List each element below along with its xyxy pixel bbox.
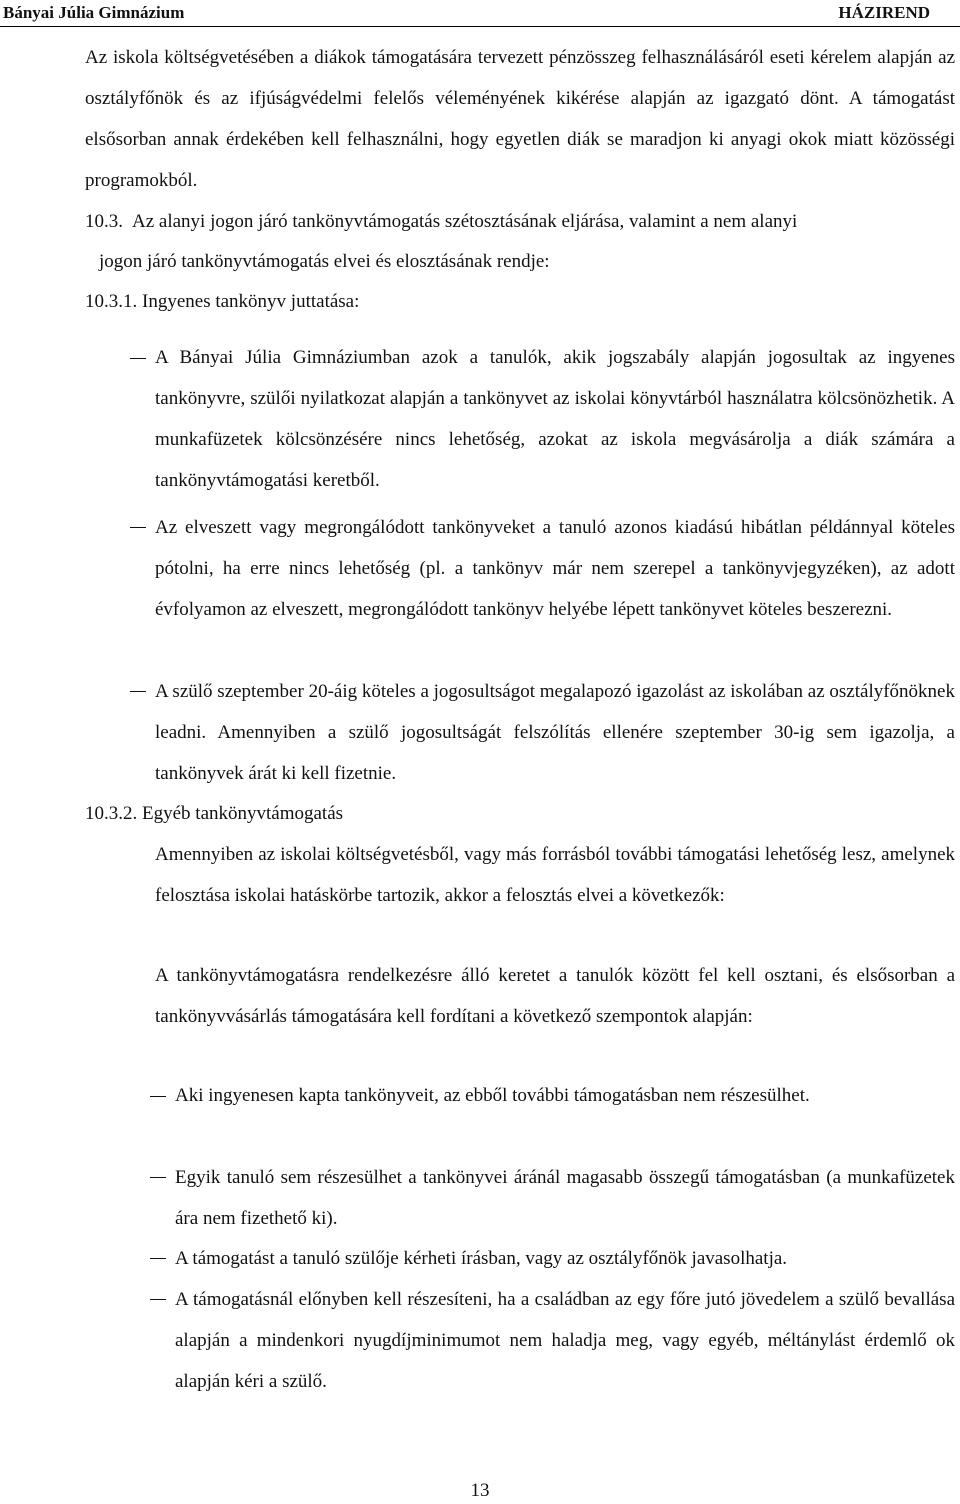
bullet-max-support: Egyik tanuló sem részesülhet a tankönyvei áránál magasabb összegű támogatásban (a munkafüzetek ára nem fizethető ki).: [175, 1167, 955, 1229]
header-school-name: Bányai Júlia Gimnázium: [3, 3, 185, 22]
dash-bullet: [150, 1299, 166, 1300]
dash-bullet: [150, 1177, 166, 1178]
dash-bullet: [130, 358, 146, 359]
bullet-request-support: A támogatást a tanuló szülője kérheti írásban, vagy az osztályfőnök javasolhatja.: [175, 1248, 788, 1269]
section-10-3-2-para2: A tankönyvtámogatásra rendelkezésre álló keretet a tanulók között fel kell osztani, és elsősorban a tankönyvvásárlás támogatására kell fordítani a következő szempontok alapján:: [155, 965, 955, 1027]
bullet-lost-textbook: Az elveszett vagy megrongálódott tankönyveket a tanuló azonos kiadású hibátlan példánnyal köteles pótolni, ha erre nincs lehetőség (pl. a tankönyv már nem szerepel a tankönyvjegyzéken), az adott évfolyamon az elveszett, megrongálódott tankönyv helyébe lépett tankönyvet köteles beszerezni.: [155, 517, 955, 620]
dash-bullet: [150, 1096, 166, 1097]
page-number: 13: [470, 1480, 490, 1501]
bullet-parent-deadline: A szülő szeptember 20-áig köteles a jogosultságot megalapozó igazolást az iskolában az osztályfőnöknek leadni. Amennyiben a szülő jogosultságát felszólítás ellenére szeptember 30-ig sem igazolja, a tankönyvek árát ki kell fizetnie.: [155, 681, 955, 784]
page-header: [0, 0, 960, 27]
section-10-3-title-line2: jogon járó tankönyvtámogatás elvei és elosztásának rendje:: [99, 251, 550, 272]
header-document-title: HÁZIREND: [838, 3, 930, 22]
bullet-no-extra-support: Aki ingyenesen kapta tankönyveit, az ebből további támogatásban nem részesülhet.: [175, 1085, 810, 1106]
section-10-3-number: 10.3.: [85, 211, 123, 232]
dash-bullet: [130, 691, 146, 692]
bullet-free-textbook: A Bányai Júlia Gimnáziumban azok a tanulók, akik jogszabály alapján jogosultak az ingyenes tankönyvre, szülői nyilatkozat alapján a tankönyvet az iskolai könyvtárból használatra kölcsönözhetik. A munkafüzetek kölcsönzésére nincs lehetőség, azokat az iskola megvásárolja a diák számára a tankönyvtámogatási keretből.: [155, 347, 955, 491]
dash-bullet: [150, 1258, 166, 1259]
bullet-priority-support: A támogatásnál előnyben kell részesíteni, ha a családban az egy főre jutó jövedelem a szülő bevallása alapján a mindenkori nyugdíjminimumot nem haladja meg, vagy egyéb, méltánylást érdemlő ok alapján kéri a szülő.: [175, 1289, 955, 1392]
section-10-3-2-para1: Amennyiben az iskolai költségvetésből, vagy más forrásból további támogatási lehetőség lesz, amelynek felosztása iskolai hatáskörbe tartozik, akkor a felosztás elvei a következők:: [155, 844, 955, 906]
section-10-3-2-heading: 10.3.2. Egyéb tankönyvtámogatás: [85, 803, 344, 824]
dash-bullet: [130, 527, 146, 528]
section-10-3-title-line1: Az alanyi jogon járó tankönyvtámogatás szétosztásának eljárása, valamint a nem alanyi: [132, 211, 798, 232]
section-10-3-1-heading: 10.3.1. Ingyenes tankönyv juttatása:: [85, 291, 360, 312]
intro-paragraph: Az iskola költségvetésében a diákok támogatására tervezett pénzösszeg felhasználásáról eseti kérelem alapján az osztályfőnök és az ifjúságvédelmi felelős véleményének kikérése alapján az igazgató dönt. A támogatást elsősorban annak érdekében kell felhasználni, hogy egyetlen diák se maradjon ki anyagi okok miatt közösségi programokból.: [85, 47, 955, 191]
